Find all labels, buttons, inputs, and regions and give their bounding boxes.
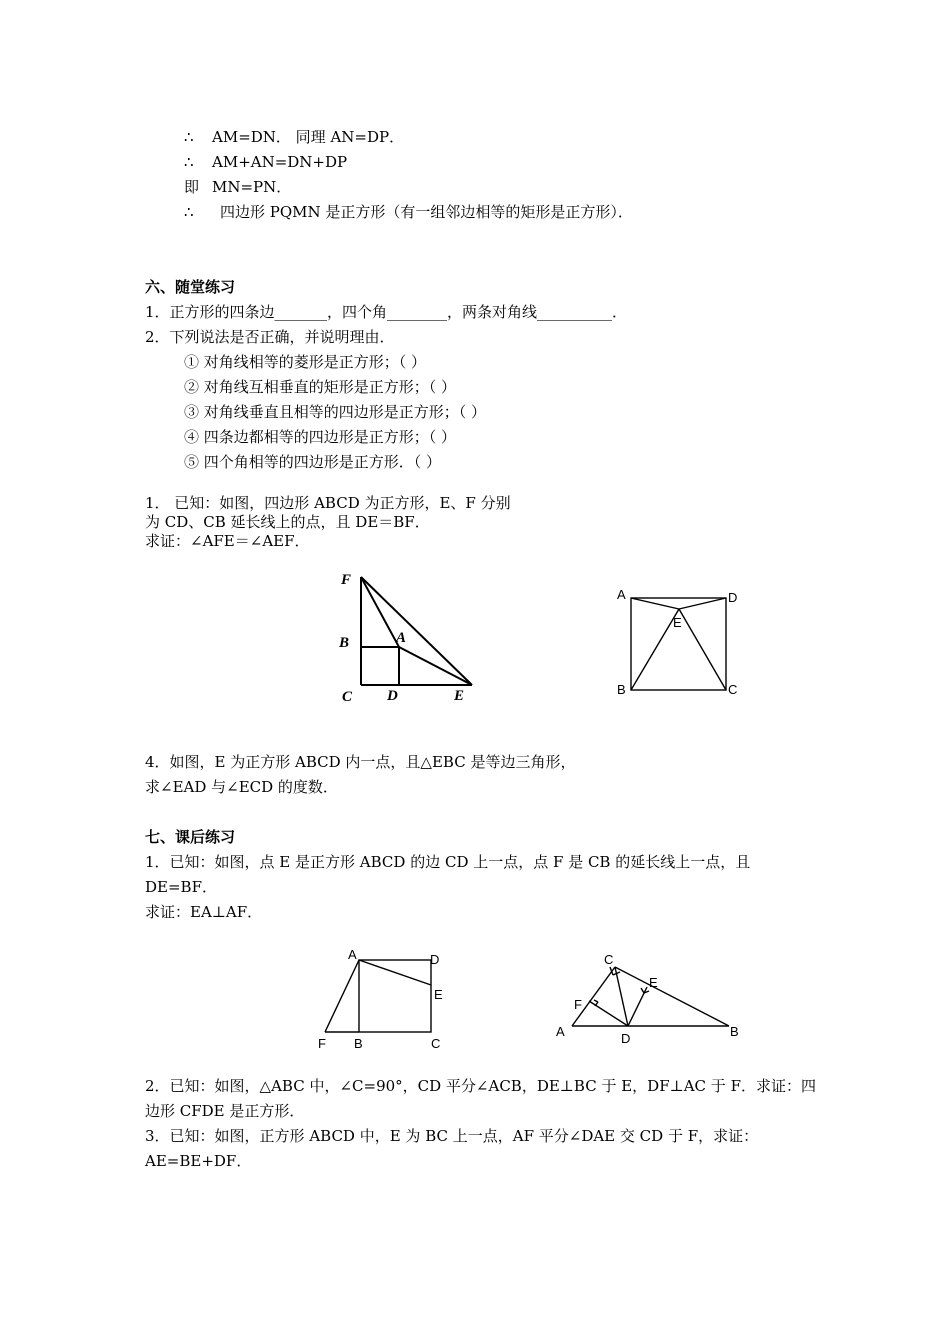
figure3-label-e: E <box>434 987 443 1002</box>
proof-line-3: MN=PN． <box>212 178 292 196</box>
proof-symbol-1: ∴ <box>184 128 194 146</box>
section7-q2-line-1: 2．已知：如图，△ABC 中，∠C=90°，CD 平分∠ACB，DE⊥BC 于 E，DF⊥AC 于 F．求证：四 <box>145 1077 816 1095</box>
section6-heading: 六、随堂练习 <box>145 278 236 296</box>
figure-square-triangle <box>330 565 490 710</box>
figure4-label-e: E <box>649 975 658 990</box>
section7-q1-line-3: 求证：EA⊥AF． <box>145 903 263 921</box>
figure2-label-e: E <box>673 615 682 630</box>
statement-item-5: ⑤ 四个角相等的四边形是正方形．（ ） <box>184 453 442 471</box>
figure3-label-d: D <box>430 952 440 967</box>
problem4-line-1: 4．如图，E 为正方形 ABCD 内一点，且△EBC 是等边三角形， <box>145 753 576 771</box>
figure4-label-c: C <box>604 952 614 967</box>
problem1-line-3: 求证：∠AFE＝∠AEF． <box>145 532 310 550</box>
figure2-label-b: B <box>617 682 626 697</box>
section6-question-1: 1．正方形的四条边_______，四个角________，两条对角线__________． <box>145 303 628 321</box>
figure-right-triangle-square <box>550 945 750 1050</box>
figure1-label-f: F <box>341 572 352 588</box>
section7-q3-line-1: 3．已知：如图，正方形 ABCD 中，E 为 BC 上一点，AF 平分∠DAE 交 CD 于 F，求证： <box>145 1127 759 1145</box>
proof-symbol-4: ∴ <box>184 203 194 221</box>
figure2-label-a: A <box>617 587 626 602</box>
figure-square-equilateral <box>610 582 745 702</box>
problem1-line-2: 为 CD、CB 延长线上的点，且 DE＝BF． <box>145 513 430 531</box>
figure-square-extension <box>312 945 452 1055</box>
proof-symbol-2: ∴ <box>184 153 194 171</box>
figure1-label-a: A <box>396 630 407 646</box>
figure1-label-d: D <box>387 688 398 704</box>
statement-item-2: ② 对角线互相垂直的矩形是正方形；（ ） <box>184 378 457 396</box>
figure4-label-d: D <box>621 1031 631 1046</box>
section7-q2-line-2: 边形 CFDE 是正方形． <box>145 1102 305 1120</box>
statement-item-1: ① 对角线相等的菱形是正方形；（ ） <box>184 353 427 371</box>
statement-item-3: ③ 对角线垂直且相等的四边形是正方形；（ ） <box>184 403 487 421</box>
proof-symbol-3: 即 <box>184 178 200 196</box>
proof-line-2: AM+AN=DN+DP <box>212 153 348 171</box>
figure4-label-b: B <box>730 1024 739 1039</box>
section7-heading: 七、课后练习 <box>145 828 236 846</box>
figure1-label-e: E <box>454 688 465 704</box>
figure2-label-d: D <box>728 590 738 605</box>
section7-q1-line-2: DE=BF． <box>145 878 217 896</box>
figure3-label-b: B <box>354 1036 363 1051</box>
section7-q3-line-2: AE=BE+DF． <box>145 1152 252 1170</box>
section6-question-2: 2．下列说法是否正确，并说明理由． <box>145 328 395 346</box>
figure3-label-a: A <box>348 947 357 962</box>
figure1-label-c: C <box>342 689 353 705</box>
figure2-label-c: C <box>728 682 738 697</box>
figure1-label-b: B <box>339 635 350 651</box>
problem1-line-1: 1． 已知：如图，四边形 ABCD 为正方形，E、F 分别 <box>145 494 511 512</box>
section7-q1-line-1: 1．已知：如图，点 E 是正方形 ABCD 的边 CD 上一点，点 F 是 CB 的延长线上一点，且 <box>145 853 751 871</box>
proof-line-1: AM=DN． 同理 AN=DP． <box>212 128 405 146</box>
proof-line-4: 四边形 PQMN 是正方形（有一组邻边相等的矩形是正方形）． <box>220 203 633 221</box>
figure4-label-f: F <box>574 997 582 1012</box>
figure3-label-c: C <box>431 1036 441 1051</box>
figure3-label-f: F <box>318 1036 326 1051</box>
statement-item-4: ④ 四条边都相等的四边形是正方形；（ ） <box>184 428 457 446</box>
problem4-line-2: 求∠EAD 与∠ECD 的度数． <box>145 778 338 796</box>
figure4-label-a: A <box>556 1024 565 1039</box>
